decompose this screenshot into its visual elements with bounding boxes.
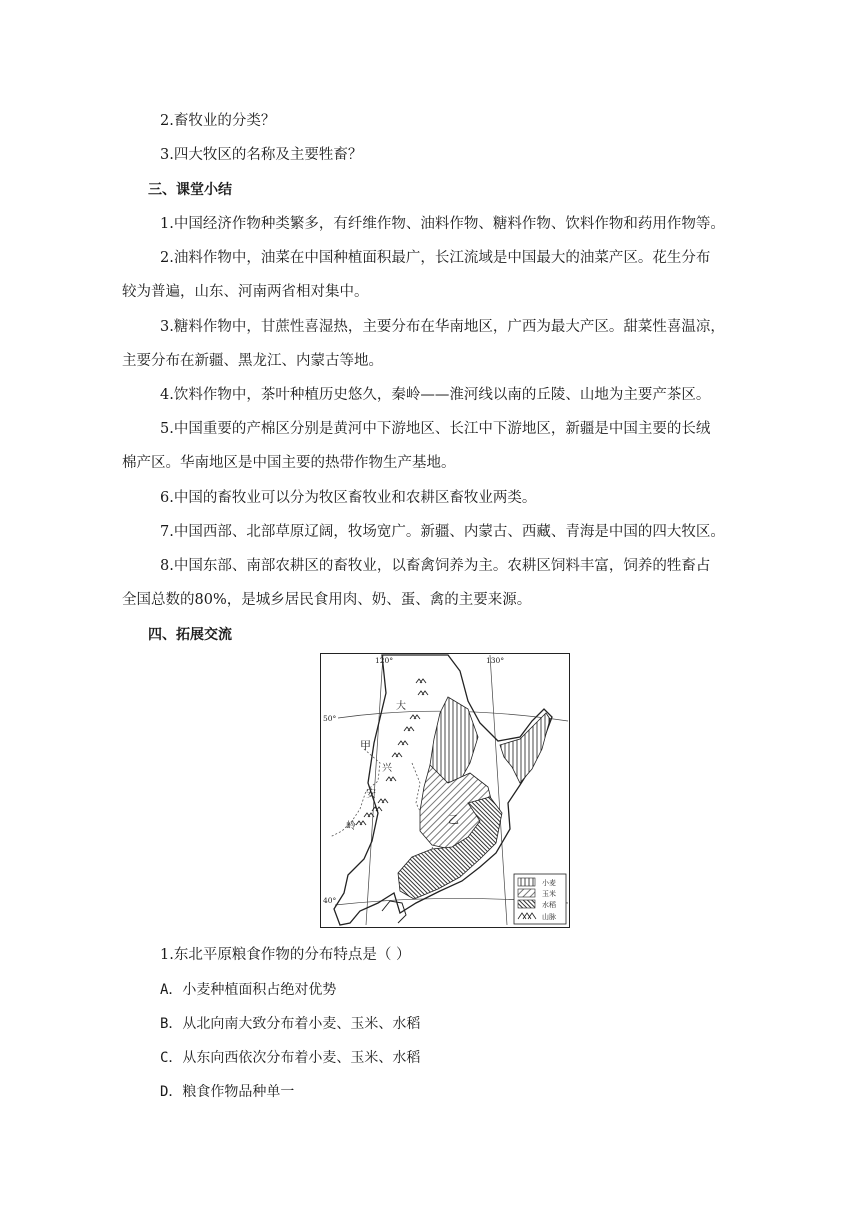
legend-corn-label: 玉米 bbox=[542, 890, 556, 898]
summary-point-8: 8.中国东部、南部农耕区的畜牧业，以畜禽饲养为主。农耕区饲料丰富，饲养的牲畜占 bbox=[160, 558, 711, 574]
summary-point-5: 5.中国重要的产棉区分别是黄河中下游地区、长江中下游地区，新疆是中国主要的长绒 bbox=[160, 421, 711, 437]
summary-point-7: 7.中国西部、北部草原辽阔，牧场宽广。新疆、内蒙古、西藏、青海是中国的四大牧区。 bbox=[160, 524, 725, 540]
lat-40-label: 40° bbox=[323, 896, 337, 905]
lat-50-label: 50° bbox=[323, 714, 337, 723]
mountain-char-da: 大 bbox=[396, 701, 406, 712]
label-yi: 乙 bbox=[448, 813, 459, 826]
option-c: C．从东向西依次分布着小麦、玉米、水稻 bbox=[160, 1050, 421, 1066]
summary-point-6: 6.中国的畜牧业可以分为牧区畜牧业和农耕区畜牧业两类。 bbox=[160, 490, 537, 506]
review-question-3: 3.四大牧区的名称及主要牲畜？ bbox=[160, 147, 363, 163]
extension-heading: 四、拓展交流 bbox=[148, 627, 232, 643]
northeast-china-crop-map bbox=[320, 653, 570, 928]
legend-wheat-swatch bbox=[518, 878, 535, 886]
map-legend bbox=[514, 874, 566, 924]
lon-130-label: 130° bbox=[486, 656, 505, 665]
summary-heading: 三、课堂小结 bbox=[148, 182, 232, 198]
option-d: D．粮食作物品种单一 bbox=[160, 1084, 295, 1100]
label-jia: 甲 bbox=[360, 739, 371, 752]
legend-mountain-label: 山脉 bbox=[542, 913, 556, 921]
legend-rice-label: 水稻 bbox=[542, 901, 556, 909]
legend-wheat-label: 小麦 bbox=[542, 879, 556, 887]
review-question-2: 2.畜牧业的分类？ bbox=[160, 113, 276, 129]
question-stem: 1.东北平原粮食作物的分布特点是（ ） bbox=[160, 947, 411, 963]
summary-point-2-cont: 较为普遍，山东、河南两省相对集中。 bbox=[122, 284, 369, 300]
mountain-char-ling: 岭 bbox=[346, 821, 356, 832]
summary-point-3-cont: 主要分布在新疆、黑龙江、内蒙古等地。 bbox=[122, 353, 383, 369]
mountain-char-xing: 兴 bbox=[382, 763, 392, 774]
summary-point-4: 4.饮料作物中，茶叶种植历史悠久，秦岭——淮河线以南的丘陵、山地为主要产茶区。 bbox=[160, 387, 711, 403]
mountain-char-an: 安 bbox=[366, 789, 376, 800]
lon-120-label: 120° bbox=[375, 656, 394, 665]
summary-point-1: 1.中国经济作物种类繁多，有纤维作物、油料作物、糖料作物、饮料作物和药用作物等。 bbox=[160, 216, 725, 232]
summary-point-2: 2.油料作物中，油菜在中国种植面积最广，长江流域是中国最大的油菜产区。花生分布 bbox=[160, 250, 711, 266]
summary-point-3: 3.糖料作物中，甘蔗性喜湿热，主要分布在华南地区，广西为最大产区。甜菜性喜温凉， bbox=[160, 319, 725, 335]
summary-point-8-cont: 全国总数的80%，是城乡居民食用肉、奶、蛋、禽的主要来源。 bbox=[122, 592, 532, 608]
legend-rice-swatch bbox=[518, 900, 535, 908]
option-a: A．小麦种植面积占绝对优势 bbox=[160, 982, 337, 998]
summary-point-5-cont: 棉产区。华南地区是中国主要的热带作物生产基地。 bbox=[122, 455, 456, 471]
legend-corn-swatch bbox=[518, 889, 535, 897]
option-b: B．从北向南大致分布着小麦、玉米、水稻 bbox=[160, 1016, 421, 1032]
